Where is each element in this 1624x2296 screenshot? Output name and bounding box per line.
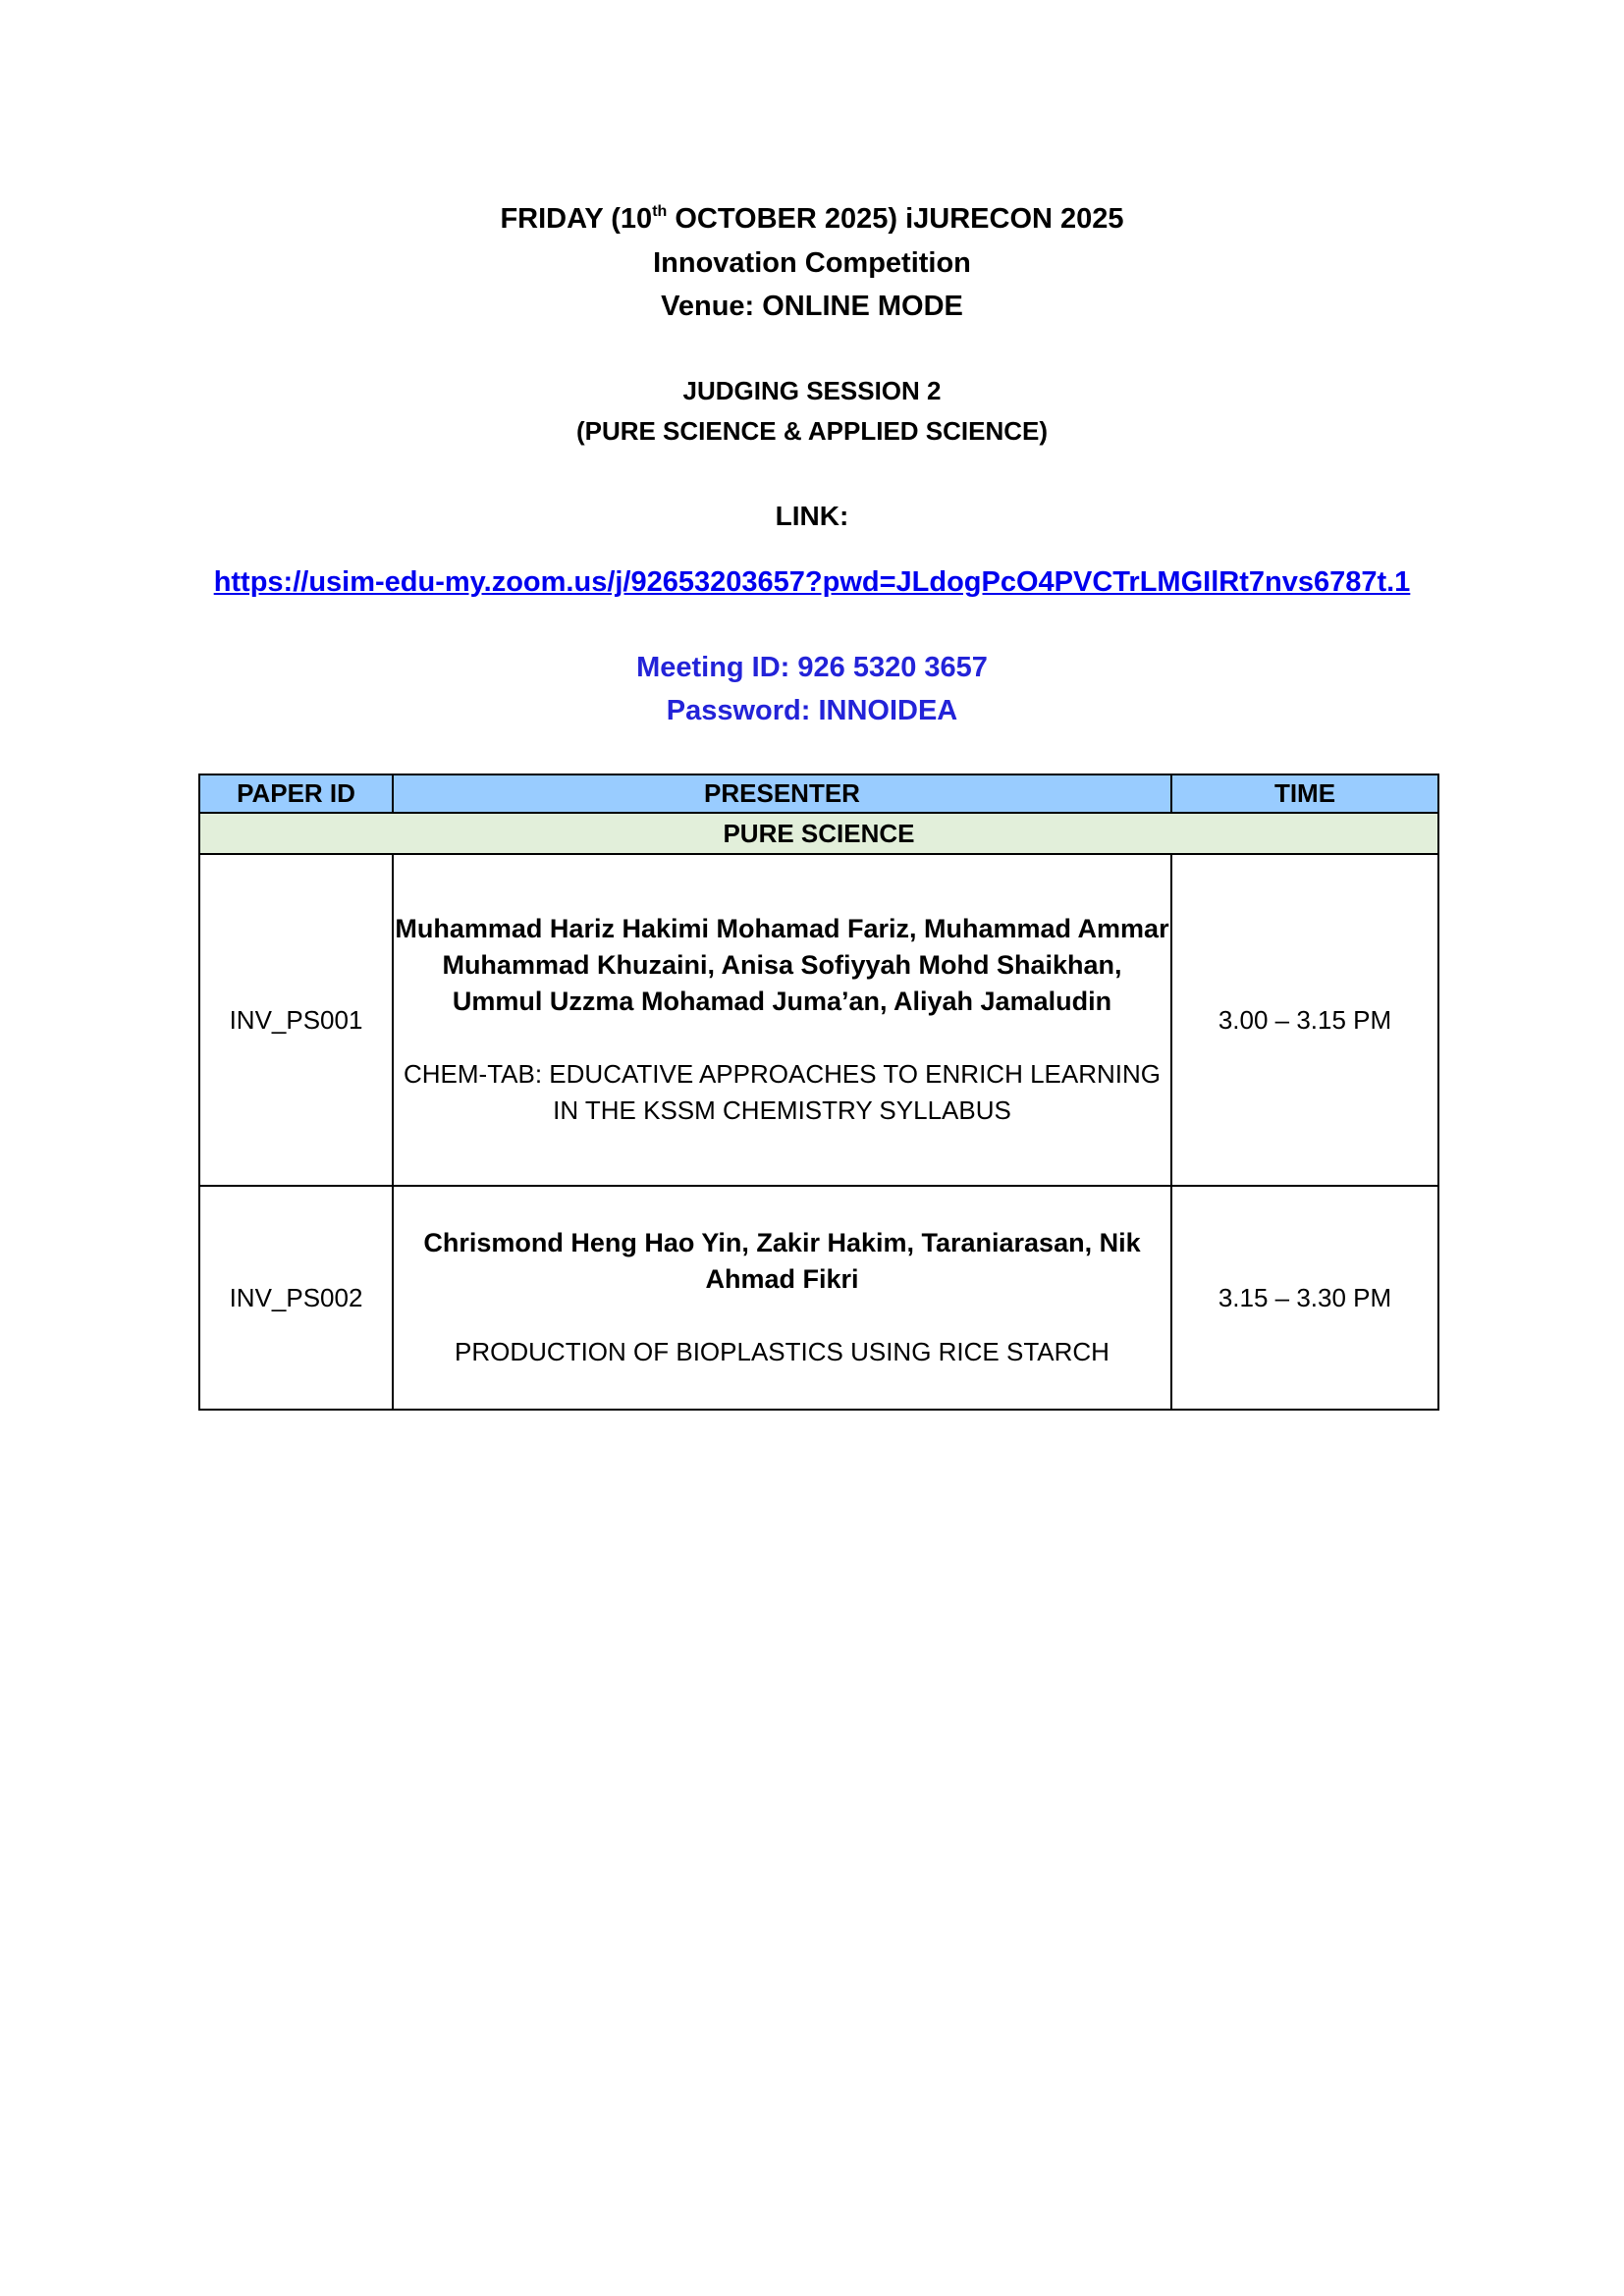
table-header-row	[199, 774, 1438, 813]
presenter-cell	[393, 854, 1171, 1186]
event-day-rest: OCTOBER 2025) iJURECON 2025	[667, 203, 1124, 235]
category-label: PURE SCIENCE	[199, 813, 1438, 854]
link-label: LINK:	[775, 501, 849, 531]
column-header-presenter: PRESENTER	[393, 774, 1171, 813]
paper-title: PRODUCTION OF BIOPLASTICS USING RICE STARCH	[455, 1337, 1110, 1366]
paper-title: CHEM-TAB: EDUCATIVE APPROACHES TO ENRICH LEARNING IN THE KSSM CHEMISTRY SYLLABUS	[404, 1059, 1161, 1125]
presenter-authors: Chrismond Heng Hao Yin, Zakir Hakim, Taraniarasan, Nik Ahmad Fikri	[423, 1228, 1141, 1294]
session-categories: (PURE SCIENCE & APPLIED SCIENCE)	[575, 416, 1049, 446]
event-day: FRIDAY (10	[500, 203, 653, 235]
presenter-authors: Muhammad Hariz Hakimi Mohamad Fariz, Muhammad Ammar Muhammad Khuzaini, Anisa Sofiyyah Mohd Shaikhan, Ummul Uzzma Mohamad Juma’an, Aliyah Jamaludin	[395, 914, 1169, 1016]
zoom-link-line	[0, 561, 1624, 603]
table-row	[199, 1186, 1438, 1410]
category-row	[199, 813, 1438, 854]
event-date-heading	[0, 197, 1624, 240]
paper-id-cell: INV_PS002	[199, 1186, 393, 1410]
column-header-time: TIME	[1171, 774, 1438, 813]
day-suffix: th	[652, 203, 668, 220]
meeting-id: Meeting ID: 926 5320 3657	[636, 652, 988, 683]
zoom-link[interactable]: https://usim-edu-my.zoom.us/j/92653203657?pwd=JLdogPcO4PVCTrLMGIlRt7nvs6787t.1	[213, 566, 1411, 598]
session-name: JUDGING SESSION 2	[682, 376, 942, 405]
presenter-cell	[393, 1186, 1171, 1410]
column-header-paper-id: PAPER ID	[199, 774, 393, 813]
time-cell: 3.00 – 3.15 PM	[1171, 854, 1438, 1186]
table-row	[199, 854, 1438, 1186]
competition-title: Innovation Competition	[653, 247, 971, 279]
meeting-password: Password: INNOIDEA	[666, 695, 958, 726]
schedule-table	[198, 774, 1439, 1411]
time-cell: 3.15 – 3.30 PM	[1171, 1186, 1438, 1410]
venue-line: Venue: ONLINE MODE	[661, 291, 963, 322]
paper-id-cell: INV_PS001	[199, 854, 393, 1186]
